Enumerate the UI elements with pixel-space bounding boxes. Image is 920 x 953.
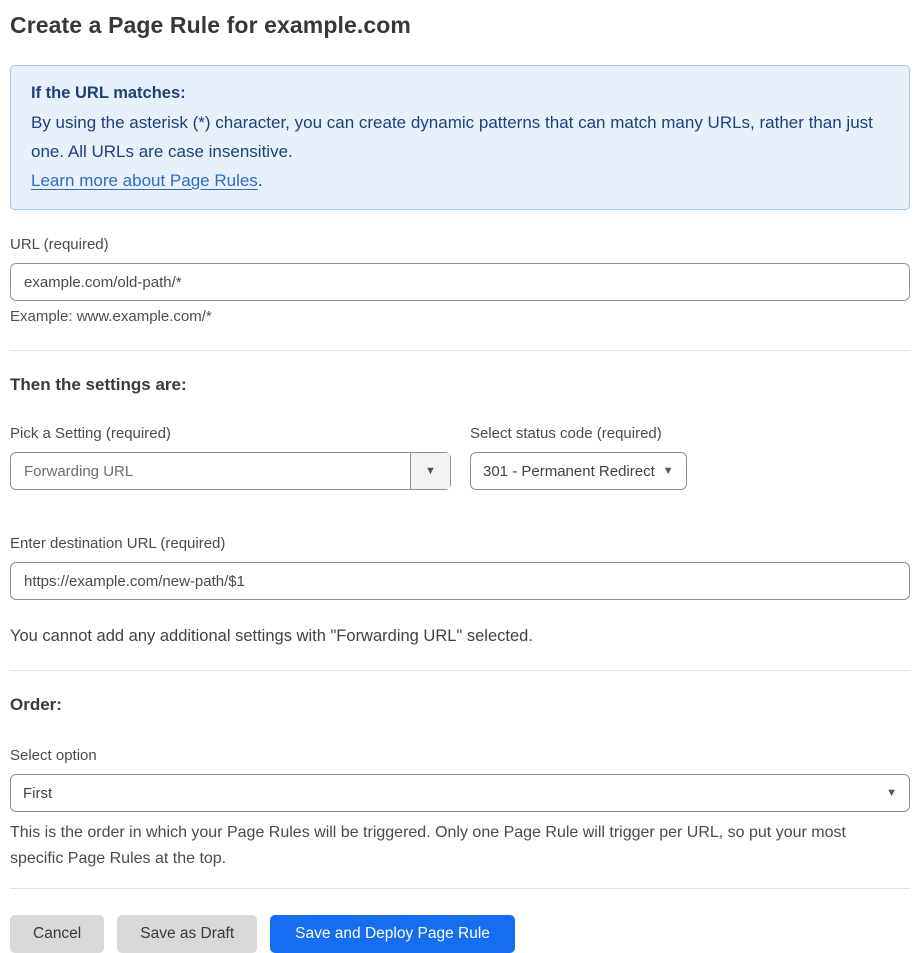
status-code-field: [470, 425, 710, 490]
chevron-down-icon: ▼: [662, 464, 674, 477]
setting-picker-arrow-button[interactable]: [410, 453, 450, 489]
order-heading: Order:: [10, 695, 62, 714]
learn-more-link[interactable]: Learn more about Page Rules: [31, 171, 258, 190]
chevron-down-icon: ▼: [425, 464, 436, 477]
divider: [10, 888, 910, 889]
info-box-body: By using the asterisk (*) character, you can create dynamic patterns that can match many URLs, rather than just one. All URLs are case insensitive.: [31, 113, 873, 161]
divider: [10, 350, 910, 351]
cancel-button[interactable]: Cancel: [10, 915, 104, 953]
save-and-deploy-button[interactable]: Save and Deploy Page Rule: [270, 915, 515, 953]
page-title: Create a Page Rule for example.com: [10, 12, 411, 38]
setting-picker-value: Forwarding URL: [24, 462, 134, 480]
url-field-label: URL (required): [10, 236, 109, 253]
info-box-heading: If the URL matches:: [31, 84, 186, 102]
setting-picker-field: [10, 425, 451, 490]
order-dropdown[interactable]: [10, 774, 910, 812]
destination-url-label: Enter destination URL (required): [10, 535, 226, 552]
url-match-info-box: [10, 65, 910, 210]
order-value: First: [23, 784, 53, 802]
form-actions: [10, 915, 910, 953]
url-section: [10, 236, 910, 325]
settings-row: [10, 425, 910, 490]
order-help-text: This is the order in which your Page Rules will be triggered. Only one Page Rule will trigger per URL, so put your most specific Page Rules at the top.: [10, 824, 846, 867]
link-suffix: .: [257, 171, 263, 190]
setting-picker-dropdown[interactable]: [10, 452, 451, 490]
destination-url-input[interactable]: [10, 562, 910, 600]
status-code-dropdown[interactable]: [470, 452, 687, 490]
settings-heading: Then the settings are:: [10, 375, 187, 394]
status-code-value: 301 - Permanent Redirect: [483, 462, 655, 480]
forwarding-url-note: You cannot add any additional settings with "Forwarding URL" selected.: [10, 627, 533, 645]
save-as-draft-button[interactable]: Save as Draft: [117, 915, 257, 953]
status-code-label: Select status code (required): [470, 425, 662, 442]
settings-section: [10, 375, 910, 646]
url-input[interactable]: [10, 263, 910, 301]
order-select-label: Select option: [10, 747, 97, 764]
setting-picker-label: Pick a Setting (required): [10, 425, 171, 442]
chevron-down-icon: ▼: [886, 786, 897, 799]
info-box-link-line: [31, 166, 889, 195]
url-field-hint: Example: www.example.com/*: [10, 308, 212, 325]
destination-url-field: [10, 535, 910, 600]
order-section: [10, 695, 910, 872]
divider: [10, 670, 910, 671]
